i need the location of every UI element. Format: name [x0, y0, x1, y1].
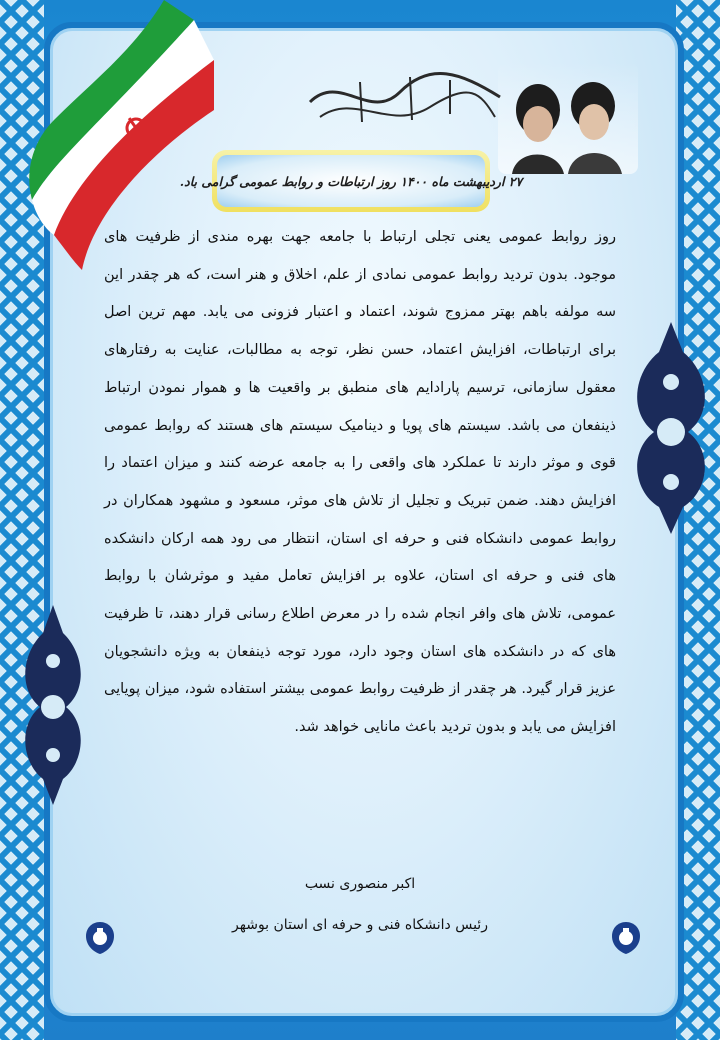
signature-name: اکبر منصوری نسب — [304, 876, 416, 892]
ornament-icon — [628, 322, 714, 534]
headline-banner — [179, 150, 523, 212]
ornament-icon — [18, 605, 88, 805]
message-body — [104, 219, 616, 747]
university-logo-icon — [606, 918, 646, 958]
message-paragraph: روز روابط عمومی یعنی تجلی ارتباط با جامعه جهت بهره مندی از ظرفیت های موجود. بدون تردید روابط عمومی نمادی از علم، اخلاق و هنر است، که هر چقدر این سه مولفه باهم بهتر ممزوج شوند، اعتماد و اعتبار فزونی می یابد. مهم ترین اصل برای ارتباطات، افزایش اعتماد، حسن نظر، توجه به مطالبات، عنایت به رفتارهای معقول سازمانی، ترسیم پارادایم های منطبق بر واقعیت ها و هموار نمودن ارتباط ذینفعان می باشد. سیستم های پویا و دینامیک سیستم های هستند که روابط عمومی قوی و موثر دارند تا عملکرد های واقعی را به جامعه عرضه کنند و میزان اعتماد را افزایش دهند. ضمن تبریک و تجلیل از تلاش های موثر، مسعود و مشهود همکاران در روابط عمومی دانشکاه فنی و حرفه ای استان، انتظار می رود همه ارکان دانشکده های فنی و حرفه ای استان، علاوه بر افزایش تعامل مفید و موثرشان با روابط عمومی، تلاش های وافر انجام شده را در معرض اطلاع رسانی قرار دهند، تا ظرفیت های که در دانشکده های استان وجود دارد، مورد توجه ذینفعان به ویژه دانشجویان عزیز قرار گیرد. هر چقدر از ظرفیت روابط عمومی بیشتر استفاده شود، میزان پویایی افزایش می یابد و بدون تردید باعث مانایی خواهد شد. — [104, 229, 616, 736]
leader-portraits-image — [498, 62, 638, 174]
headline-inner — [179, 155, 523, 207]
signature-title: رئیس دانشکاه فنی و حرفه ای استان بوشهر — [232, 917, 488, 933]
calligraphy-image — [300, 62, 510, 142]
university-logo-icon — [80, 918, 120, 958]
headline-text: ۲۷ اردیبهشت ماه ۱۴۰۰ روز ارتباطات و روابط عمومی گرامی باد. — [179, 173, 523, 189]
